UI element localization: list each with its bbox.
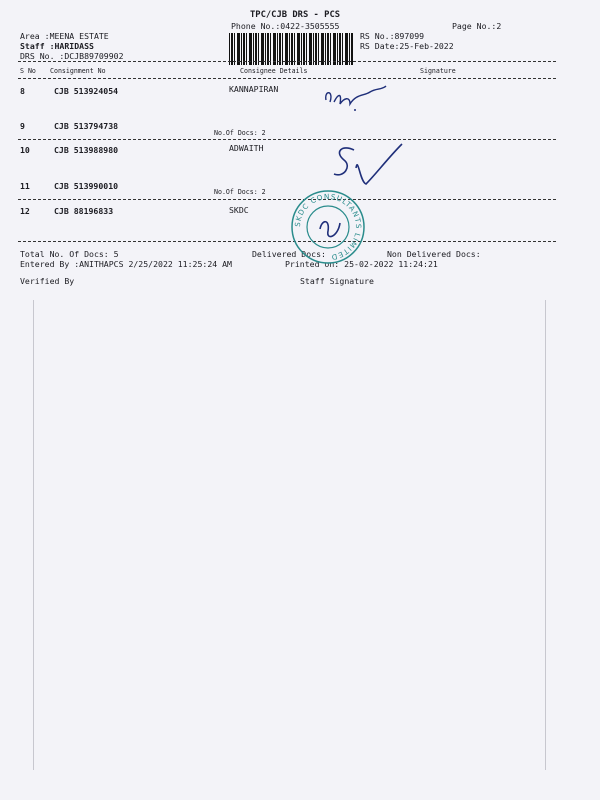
col-header-sno: S No bbox=[20, 67, 36, 75]
scan-line bbox=[545, 300, 546, 770]
row-sno: 11 bbox=[20, 181, 30, 191]
staff-field: Staff :HARIDASS bbox=[20, 41, 94, 51]
stamp-text: SKDC CONSULTANTS LIMITED bbox=[292, 191, 364, 262]
divider bbox=[18, 61, 556, 62]
divider bbox=[18, 78, 556, 79]
verified-by-label: Verified By bbox=[20, 276, 75, 286]
total-docs: Total No. Of Docs: 5 bbox=[20, 249, 119, 259]
non-delivered-docs: Non Delivered Docs: bbox=[387, 249, 481, 259]
divider bbox=[18, 139, 556, 140]
delivered-docs: Delivered Docs: bbox=[252, 249, 326, 259]
row-sno: 8 bbox=[20, 86, 25, 96]
rs-date: RS Date:25-Feb-2022 bbox=[360, 41, 454, 51]
page-number: Page No.:2 bbox=[452, 21, 502, 31]
row-sno: 9 bbox=[20, 121, 25, 131]
divider bbox=[18, 199, 556, 200]
drs-number: DRS No. :DCJB89709902 bbox=[20, 51, 124, 61]
entered-by: Entered By :ANITHAPCS 2/25/2022 11:25:24 AM bbox=[20, 259, 232, 269]
rs-number: RS No.:897099 bbox=[360, 31, 425, 41]
signature-kannapiran bbox=[320, 82, 390, 122]
col-header-consignment: Consignment No bbox=[50, 67, 106, 75]
row-consignee: ADWAITH bbox=[229, 143, 264, 153]
row-sno: 10 bbox=[20, 145, 30, 155]
col-header-signature: Signature bbox=[420, 67, 456, 75]
row-consignment: CJB 513990010 bbox=[54, 181, 119, 191]
printed-on: Printed on: 25-02-2022 11:24:21 bbox=[285, 259, 438, 269]
divider bbox=[18, 241, 556, 242]
row-docs: No.Of Docs: 2 bbox=[214, 129, 266, 137]
staff-signature-label: Staff Signature bbox=[300, 276, 374, 286]
scan-line bbox=[33, 300, 34, 770]
area-field: Area :MEENA ESTATE bbox=[20, 31, 109, 41]
row-docs: No.Of Docs: 2 bbox=[214, 188, 266, 196]
row-consignment: CJB 88196833 bbox=[54, 206, 114, 216]
col-header-consignee: Consignee Details bbox=[240, 67, 308, 75]
document-title: TPC/CJB DRS - PCS bbox=[250, 10, 341, 20]
phone-number: Phone No.:0422-3505555 bbox=[231, 21, 340, 31]
row-sno: 12 bbox=[20, 206, 30, 216]
row-consignee: SKDC bbox=[229, 205, 249, 215]
row-consignment: CJB 513794738 bbox=[54, 121, 119, 131]
company-stamp bbox=[290, 189, 366, 265]
row-consignment: CJB 513924054 bbox=[54, 86, 119, 96]
row-consignment: CJB 513988980 bbox=[54, 145, 119, 155]
signature-adwaith bbox=[330, 138, 410, 190]
row-consignee: KANNAPIRAN bbox=[229, 84, 279, 94]
